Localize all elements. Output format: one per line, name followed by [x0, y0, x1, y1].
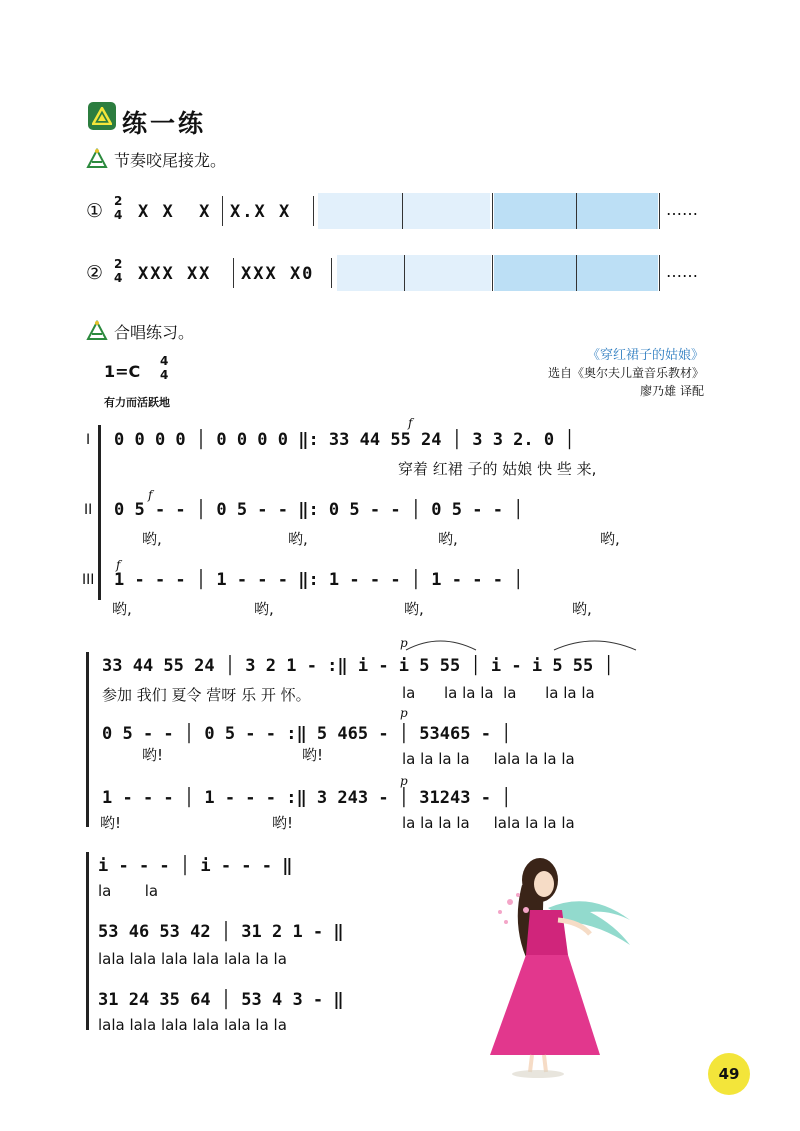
row-2-meter: 2 4 [114, 257, 123, 285]
lyric: 哟, [404, 600, 424, 618]
section-choir-label: 合唱练习。 [114, 323, 195, 342]
triangle-icon [86, 320, 108, 342]
page-number: 49 [708, 1053, 750, 1095]
system-bracket [86, 852, 94, 1030]
row-1-number: ① [86, 200, 104, 222]
exercise-icon [88, 102, 116, 130]
row-1-measure-2: X.X X [230, 202, 292, 222]
lyric: 哟! [272, 814, 294, 832]
barline [222, 196, 223, 226]
barline [402, 193, 403, 229]
dynamic-marking: f [148, 488, 153, 502]
system-2-part-3-la: la la la la lala la la la [402, 814, 575, 832]
row-1-measure-1: X X X [138, 202, 212, 222]
song-credit: 廖乃雄 译配 [640, 384, 704, 398]
blank-box-light [318, 193, 490, 229]
system-3-part-1-lyrics: la la [98, 882, 159, 900]
system-2-part-3-notes: 1 - - - │ 1 - - - :‖ 3 243 - │ 31243 - │ [102, 788, 512, 808]
barline [576, 255, 577, 291]
barline [233, 258, 234, 288]
barline [659, 193, 660, 229]
blank-box-light [337, 255, 491, 291]
lyric: 哟, [288, 530, 308, 548]
barline [576, 193, 577, 229]
tempo-marking: 有力而活跃地 [104, 396, 170, 409]
barline [404, 255, 405, 291]
system-3-part-2-notes: 53 46 53 42 │ 31 2 1 - ‖ [98, 922, 344, 942]
lyric: 哟! [100, 814, 122, 832]
time-signature: 4 4 [160, 354, 169, 382]
system-3-part-3-lyrics: lala lala lala lala lala la la [98, 1016, 287, 1034]
part-1-label: I [86, 432, 91, 448]
row-1-meter: 2 4 [114, 194, 123, 222]
barline [659, 255, 660, 291]
system-1-part-1-lyrics: 穿着 红裙 子的 姑娘 快 些 来, [398, 460, 597, 478]
system-3-part-3-notes: 31 24 35 64 │ 53 4 3 - ‖ [98, 990, 344, 1010]
lyric: 哟, [438, 530, 458, 548]
system-1-part-1-notes: 0 0 0 0 │ 0 0 0 0 ‖: 33 44 55 24 │ 3 3 2. 0 │ [114, 430, 575, 450]
lyric: 哟! [302, 746, 324, 764]
barline [492, 255, 493, 291]
girl-illustration [440, 850, 680, 1080]
system-2-part-2-la: la la la la lala la la la [402, 750, 575, 768]
system-2-part-2-notes: 0 5 - - │ 0 5 - - :‖ 5 465 - │ 53465 - │ [102, 724, 512, 744]
row-2-measure-1: XXX XX [138, 264, 212, 284]
song-source: 选自《奥尔夫儿童音乐教材》 [547, 366, 704, 380]
system-bracket [86, 652, 94, 827]
ellipsis: …… [666, 262, 698, 281]
row-2-number: ② [86, 262, 104, 284]
dynamic-marking: f [116, 558, 121, 572]
system-2-part-1-la: la la la la la la la la [402, 684, 595, 702]
system-bracket [98, 425, 106, 600]
key-signature: 1=C [104, 362, 141, 381]
system-3-part-2-lyrics: lala lala lala lala lala la la [98, 950, 287, 968]
lyric: 哟, [600, 530, 620, 548]
part-2-label: II [84, 502, 93, 518]
system-3-part-1-notes: i - - - │ i - - - ‖ [98, 856, 293, 876]
lyric: 哟, [254, 600, 274, 618]
lyric: 哟! [142, 746, 164, 764]
row-2-measure-2: XXX X0 [241, 264, 315, 284]
system-2-part-1-lyrics: 参加 我们 夏令 营呀 乐 开 怀。 [102, 686, 311, 704]
song-title: 《穿红裙子的姑娘》 [586, 348, 704, 363]
ellipsis: …… [666, 200, 698, 219]
part-3-label: III [82, 572, 95, 588]
lyric: 哟, [112, 600, 132, 618]
barline [331, 258, 332, 288]
system-1-part-2-notes: 0 5 - - │ 0 5 - - ‖: 0 5 - - │ 0 5 - - │ [114, 500, 524, 520]
barline [492, 193, 493, 229]
triangle-icon [86, 148, 108, 170]
lyric: 哟, [572, 600, 592, 618]
barline [313, 196, 314, 226]
lyric: 哟, [142, 530, 162, 548]
dynamic-marking: p [400, 636, 408, 650]
section-rhythm-label: 节奏咬尾接龙。 [114, 151, 227, 170]
system-1-part-3-notes: 1 - - - │ 1 - - - ‖: 1 - - - │ 1 - - - │ [114, 570, 524, 590]
page-title: 练一练 [122, 109, 207, 138]
system-2-part-1-notes: 33 44 55 24 │ 3 2 1 - :‖ i - i 5 55 │ i - i 5 55 │ [102, 656, 614, 676]
dynamic-marking: p [400, 774, 408, 788]
dynamic-marking: f [408, 416, 413, 430]
slur-marks [404, 634, 694, 652]
dynamic-marking: p [400, 706, 408, 720]
